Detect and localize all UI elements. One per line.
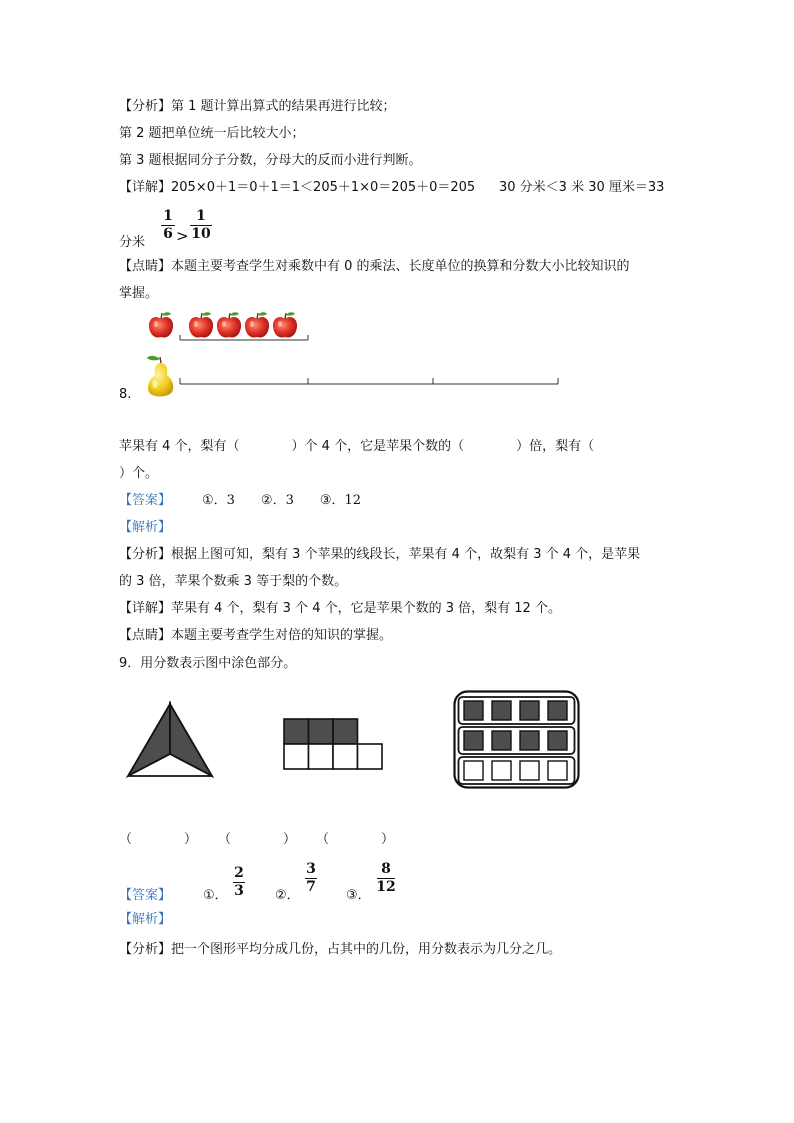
unshaded-square [520, 761, 539, 780]
shaded-square [492, 701, 511, 720]
shaded-square [464, 731, 483, 750]
unshaded-square [464, 761, 483, 780]
q7-key-point-line1: 【点睛】本题主要考查学生对乘数中有 0 的乘法、长度单位的换算和分数大小比较知识的 [119, 259, 630, 274]
q8-question-line1: 苹果有 4 个，梨有（ ）个 4 个，它是苹果个数的（ ）倍，梨有（ [119, 439, 595, 454]
q7-fraction-b [190, 209, 212, 241]
unshaded-square [309, 744, 334, 769]
q9-triangle-figure [126, 702, 216, 778]
q8-answer-text: ①．3 ②．3 ③．12 [202, 493, 362, 508]
q7-detail-unit: 分米 [119, 235, 146, 250]
q8-diagram [140, 306, 570, 401]
apple-icon [245, 312, 269, 337]
q8-explanation-label: 【解析】 [119, 520, 172, 535]
q7-greater-than: > [176, 227, 189, 245]
q9-answer-label: 【答案】 [119, 888, 172, 903]
fraction-denominator: 12 [376, 879, 396, 895]
apple-icon [273, 312, 297, 337]
q8-key-point: 【点睛】本题主要考查学生对倍的知识的掌握。 [119, 628, 393, 643]
q7-analysis-line1: 【分析】第 1 题计算出算式的结果再进行比较； [119, 99, 396, 114]
q9-answer-2-fraction [305, 862, 317, 894]
shaded-square [548, 701, 567, 720]
shaded-square [333, 719, 358, 744]
unshaded-square [284, 744, 309, 769]
apple-icon [217, 312, 241, 337]
pear-segment [180, 378, 558, 384]
q7-detail-line: 【详解】205×0＋1＝0＋1＝1＜205＋1×0＝205＋0＝205 [119, 180, 476, 195]
q8-question-line2: ）个。 [119, 466, 159, 481]
fraction-numerator: 2 [234, 865, 244, 881]
q7-analysis-line2: 第 2 题把单位统一后比较大小； [119, 126, 305, 141]
fraction-denominator: 3 [234, 883, 244, 899]
pear-icon [147, 356, 173, 397]
q9-blank-3: （ ） [316, 832, 395, 847]
fraction-denominator: 7 [306, 879, 316, 895]
q8-analysis-line2: 的 3 倍，苹果个数乘 3 等于梨的个数。 [119, 574, 348, 589]
q9-answer-1-fraction [233, 866, 245, 898]
shaded-square [284, 719, 309, 744]
shaded-square [520, 731, 539, 750]
shaded-square [492, 731, 511, 750]
q9-answer-3-fraction [377, 862, 395, 894]
q9-analysis: 【分析】把一个图形平均分成几份，占其中的几份，用分数表示为几分之几。 [119, 942, 562, 957]
q9-blank-1: （ ） [119, 832, 198, 847]
fraction-denominator: 6 [163, 226, 173, 242]
unshaded-square [333, 744, 358, 769]
q7-fraction-a [161, 209, 175, 241]
apple-icon [189, 312, 213, 337]
q7-detail-line-b: 30 分米＜3 米 30 厘米＝33 [499, 180, 665, 195]
q9-squares-figure [283, 718, 385, 772]
unshaded-square [358, 744, 383, 769]
shaded-square [464, 701, 483, 720]
unshaded-square [492, 761, 511, 780]
fraction-numerator: 1 [196, 208, 206, 224]
q9-answer-2-prefix: ②． [275, 888, 300, 903]
shaded-square [520, 701, 539, 720]
fraction-numerator: 3 [306, 861, 316, 877]
q8-analysis-line1: 【分析】根据上图可知，梨有 3 个苹果的线段长，苹果有 4 个，故梨有 3 个 4 个，是苹果 [119, 547, 641, 562]
fraction-denominator: 10 [191, 226, 211, 242]
q9-grid-box-figure [453, 690, 581, 790]
shaded-square [548, 731, 567, 750]
q9-explanation-label: 【解析】 [119, 912, 172, 927]
q8-detail-line: 【详解】苹果有 4 个，梨有 3 个 4 个，它是苹果个数的 3 倍，梨有 12 个。 [119, 601, 561, 616]
q9-title: 9．用分数表示图中涂色部分。 [119, 656, 297, 671]
fraction-numerator: 1 [163, 208, 173, 224]
q9-blank-2: （ ） [218, 832, 297, 847]
apple-icon [149, 312, 173, 337]
fraction-numerator: 8 [381, 861, 391, 877]
unshaded-square [548, 761, 567, 780]
q9-answer-3-prefix: ③． [346, 888, 371, 903]
q7-key-point-line2: 掌握。 [119, 286, 159, 301]
shaded-square [309, 719, 334, 744]
q8-number: 8. [119, 387, 132, 402]
q9-answer-1-prefix: ①． [203, 888, 228, 903]
q7-analysis-line3: 第 3 题根据同分子分数，分母大的反而小进行判断。 [119, 153, 422, 168]
q8-answer-label: 【答案】 [119, 493, 172, 508]
